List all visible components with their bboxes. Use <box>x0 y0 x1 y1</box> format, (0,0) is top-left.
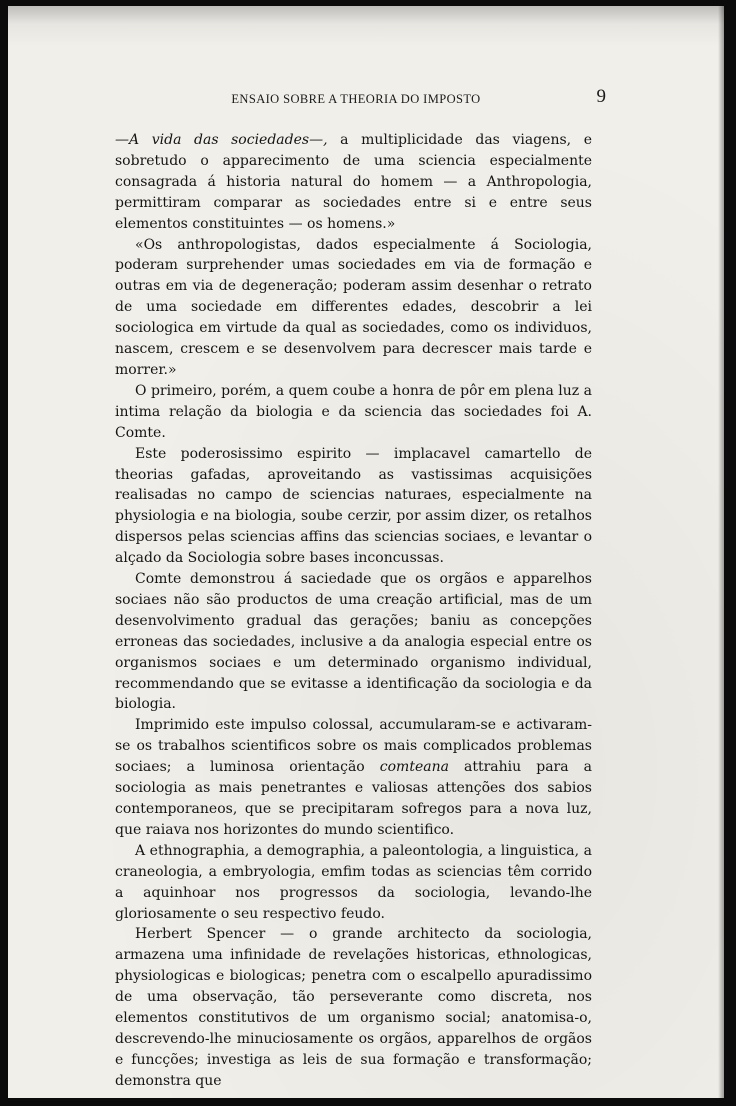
book-page <box>8 6 724 1098</box>
text-run: —A vida das sociedades—, <box>115 132 328 148</box>
text-run: comteana <box>379 759 449 776</box>
paragraph <box>115 841 592 925</box>
paragraph <box>115 444 592 569</box>
text-run: a multiplicidade das viagens, e sobretudo o apparecimento de uma sciencia especialmente consagrada á historia natural do homem — a Anthropologia, permittiram comparar as sociedades entre si e entre seus elementos constituintes — os homens.» <box>115 132 592 232</box>
text-run: attrahiu para a sociologia as mais penetrantes e valiosas attenções dos sabios contemporaneos, que se precipitaram sofregos para a nova luz, que raiava nos horizontes do mundo scientifico. <box>115 759 592 838</box>
body-text <box>115 130 592 1092</box>
paragraph <box>115 924 592 1091</box>
text-run: A ethnographia, a demographia, a paleontologia, a linguistica, a craneologia, a embryologia, emfim todas as sciencias têm corrido a aquinhoar nos progressos da sociologia, levando-lhe gloriosamente o seu respectivo feudo. <box>115 842 592 922</box>
running-title: ENSAIO SOBRE A THEORIA DO IMPOSTO <box>231 92 481 106</box>
paragraph <box>115 130 592 235</box>
text-run: Comte demonstrou á saciedade que os orgãos e apparelhos sociaes não são productos de uma creação artificial, mas de um desenvolvimento gradual das gerações; baniu as concepções erroneas das sociedades, inclusive a da analogia especial entre os organismos sociaes e um determinado organismo individual, recommendando que se evitasse a identificação da sociologia e da biologia. <box>115 571 592 713</box>
paragraph <box>115 235 592 381</box>
page-edge-shadow <box>718 6 724 1098</box>
text-run: Imprimido este impulso colossal, accumularam-se e activaram-se os trabalhos scientificos sobre os mais complicados problemas sociaes; a luminosa orientação <box>115 717 592 776</box>
text-run: Herbert Spencer — o grande architecto da sociologia, armazena uma infinidade de revelações historicas, ethnologicas, physiologicas e biologicas; penetra com o escalpello apuradissimo de uma observação, tão perseverante como discreta, nos elementos constitutivos de um organismo social; anatomisa-o, descrevendo-lhe minuciosamente os orgãos, apparelhos de orgãos e funcções; investiga as leis de sua formação e transformação; demonstra que <box>115 926 592 1089</box>
text-run: Este poderosissimo espirito — implacavel camartello de theorias gafadas, aproveitando as vastissimas acquisições realisadas no campo de sciencias naturaes, especialmente na physiologia e na biologia, soube cerzir, por assim dizer, os retalhos dispersos pelas sciencias affins das sciencias sociaes, e levantar o alçado da Sociologia sobre bases inconcussas. <box>115 445 592 567</box>
running-header <box>116 86 606 107</box>
paragraph <box>115 569 592 715</box>
paragraph <box>115 715 592 840</box>
text-run: O primeiro, porém, a quem coube a honra de pôr em plena luz a intima relação da biologia e da sciencia das sociedades foi A. Comte. <box>115 382 592 441</box>
paragraph <box>115 381 592 444</box>
page-number: 9 <box>596 86 606 107</box>
text-run: «Os anthropologistas, dados especialmente á Sociologia, poderam surprehender umas sociedades em via de formação e outras em via de degeneração; poderam assim desenhar o retrato de uma sociedade em differentes edades, descobrir a lei sociologica em virtude da qual as sociedades, como os individuos, nascem, crescem e se desenvolvem para decrescer mais tarde e morrer.» <box>115 236 592 378</box>
